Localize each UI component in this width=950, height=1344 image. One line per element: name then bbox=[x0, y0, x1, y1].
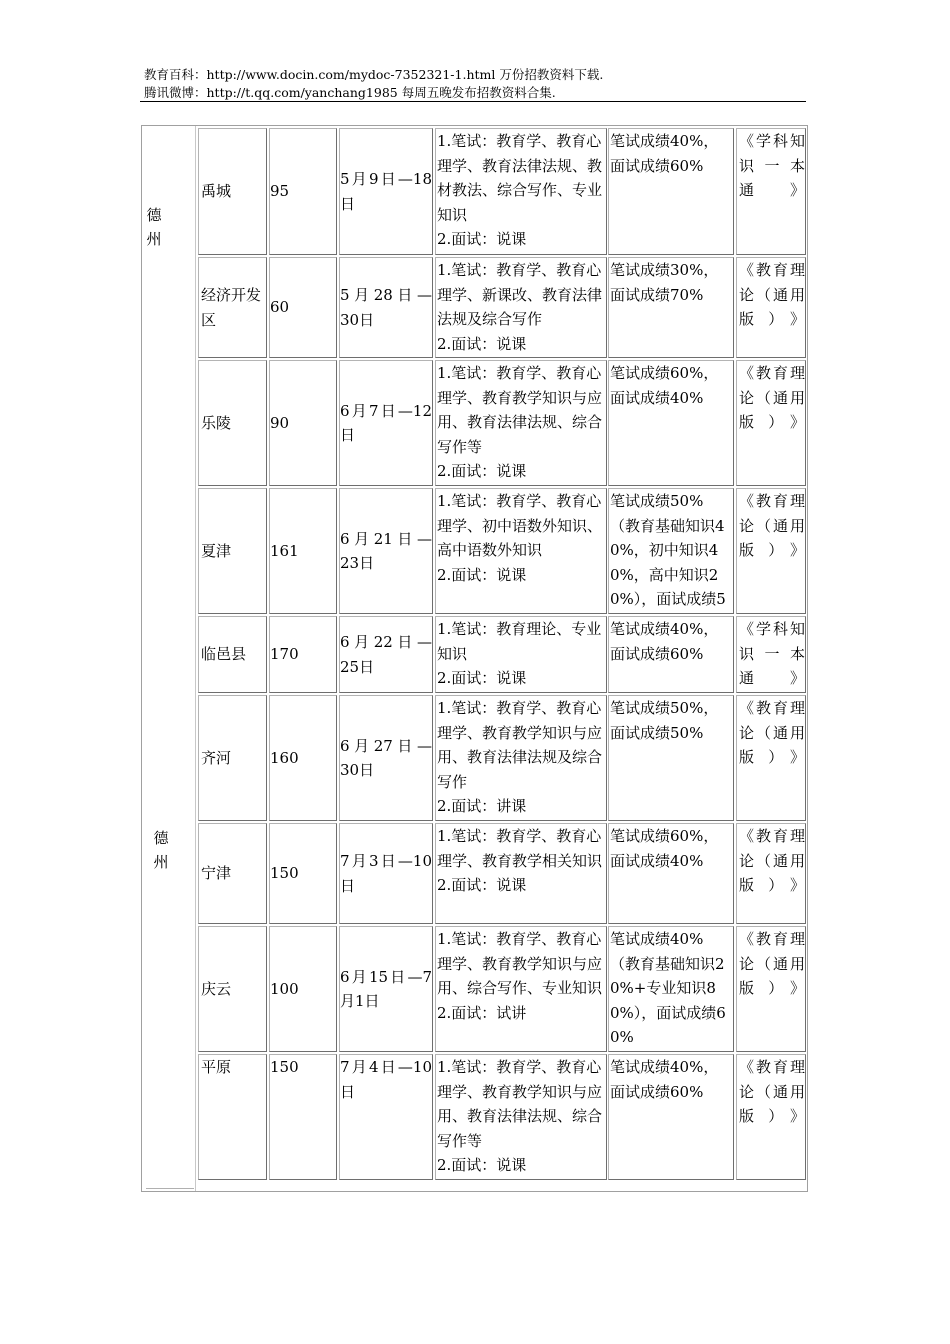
reference-book: 《学科知识一本通》 bbox=[736, 128, 806, 255]
table-row bbox=[198, 1054, 806, 1180]
exam-content bbox=[435, 1054, 607, 1180]
interview-content: 2.面试：讲课 bbox=[437, 797, 527, 815]
table-row bbox=[198, 360, 806, 486]
exam-content bbox=[435, 257, 607, 358]
registration-date: 7月4日—10日 bbox=[339, 1054, 433, 1180]
table-row bbox=[198, 926, 806, 1052]
written-exam-content: 1.笔试：教育学、教育心理学、教育法律法规、教材教法、综合写作、专业知识 bbox=[437, 132, 603, 224]
recruit-count: 170 bbox=[269, 616, 337, 693]
registration-date: 6月22日—25日 bbox=[339, 616, 433, 693]
recruit-count: 160 bbox=[269, 695, 337, 821]
reference-book: 《教育理论（通用版）》 bbox=[736, 926, 806, 1052]
written-exam-content: 1.笔试：教育学、教育心理学、教育教学知识与应用、教育法律法规、综合写作等 bbox=[437, 1058, 603, 1150]
region-label-top: 德 州 bbox=[146, 206, 162, 248]
page-header bbox=[144, 66, 806, 102]
reference-book: 《教育理论（通用版）》 bbox=[736, 257, 806, 358]
table-row bbox=[198, 616, 806, 693]
district-name: 夏津 bbox=[198, 488, 267, 614]
written-exam-content: 1.笔试：教育学、教育心理学、教育教学知识与应用、教育法律法规、综合写作等 bbox=[437, 364, 603, 456]
score-weighting: 笔试成绩40%（教育基础知识20%+专业知识80%），面试成绩60% bbox=[608, 926, 734, 1052]
written-exam-content: 1.笔试：教育学、教育心理学、教育教学知识与应用、综合写作、专业知识 bbox=[437, 930, 603, 997]
exam-content bbox=[435, 695, 607, 821]
reference-book: 《教育理论（通用版）》 bbox=[736, 695, 806, 821]
registration-date: 7月3日—10日 bbox=[339, 823, 433, 924]
district-name: 禹城 bbox=[198, 128, 267, 255]
header-divider bbox=[140, 101, 806, 102]
score-weighting: 笔试成绩50%，面试成绩50% bbox=[608, 695, 734, 821]
table-row bbox=[198, 128, 806, 255]
score-weighting: 笔试成绩40%，面试成绩60% bbox=[608, 616, 734, 693]
region-divider bbox=[146, 1188, 194, 1189]
registration-date: 6月7日—12日 bbox=[339, 360, 433, 486]
interview-content: 2.面试：试讲 bbox=[437, 1003, 527, 1022]
recruit-count: 161 bbox=[269, 488, 337, 614]
region-label-mid: 德 州 bbox=[153, 829, 169, 871]
written-exam-content: 1.笔试：教育学、教育心理学、教育教学知识与应用、教育法律法规及综合写作 bbox=[437, 699, 603, 791]
exam-content bbox=[435, 128, 607, 255]
registration-date: 6月15日—7月1日 bbox=[339, 926, 433, 1052]
recruitment-table bbox=[141, 125, 808, 1192]
reference-book: 《教育理论（通用版）》 bbox=[736, 823, 806, 924]
recruit-count: 95 bbox=[269, 128, 337, 255]
district-name: 齐河 bbox=[198, 695, 267, 821]
recruit-count: 100 bbox=[269, 926, 337, 1052]
table-row bbox=[198, 257, 806, 358]
recruit-count: 150 bbox=[269, 1054, 337, 1180]
district-name: 经济开发区 bbox=[198, 257, 267, 358]
score-weighting: 笔试成绩50%（教育基础知识40%，初中知识40%，高中知识20%），面试成绩5 bbox=[608, 488, 734, 614]
region-column bbox=[142, 126, 196, 1191]
district-name: 平原 bbox=[198, 1054, 267, 1180]
exam-content bbox=[435, 488, 607, 614]
written-exam-content: 1.笔试：教育理论、专业知识 bbox=[437, 620, 602, 663]
score-weighting: 笔试成绩60%，面试成绩40% bbox=[608, 360, 734, 486]
registration-date: 5月28日—30日 bbox=[339, 257, 433, 358]
interview-content: 2.面试：说课 bbox=[437, 334, 527, 353]
interview-content: 2.面试：说课 bbox=[437, 565, 527, 584]
district-name: 宁津 bbox=[198, 823, 267, 924]
table-row bbox=[198, 823, 806, 924]
registration-date: 6月21日—23日 bbox=[339, 488, 433, 614]
interview-content: 2.面试：说课 bbox=[437, 230, 527, 248]
reference-book: 《教育理论（通用版）》 bbox=[736, 1054, 806, 1180]
score-weighting: 笔试成绩40%，面试成绩60% bbox=[608, 1054, 734, 1180]
reference-book: 《教育理论（通用版）》 bbox=[736, 360, 806, 486]
reference-book: 《教育理论（通用版）》 bbox=[736, 488, 806, 614]
score-weighting: 笔试成绩60%，面试成绩40% bbox=[608, 823, 734, 924]
score-weighting: 笔试成绩40%，面试成绩60% bbox=[608, 128, 734, 255]
exam-content bbox=[435, 823, 607, 924]
written-exam-content: 1.笔试：教育学、教育心理学、教育教学相关知识 bbox=[437, 827, 603, 870]
score-weighting: 笔试成绩30%，面试成绩70% bbox=[608, 257, 734, 358]
table-row bbox=[198, 695, 806, 821]
header-line-1: 教育百科：http://www.docin.com/mydoc-7352321-1.html 万份招教资料下载. bbox=[144, 67, 604, 82]
interview-content: 2.面试：说课 bbox=[437, 669, 527, 687]
recruit-count: 150 bbox=[269, 823, 337, 924]
interview-content: 2.面试：说课 bbox=[437, 876, 527, 894]
table-row bbox=[198, 488, 806, 614]
header-line-2: 腾讯微博：http://t.qq.com/yanchang1985 每周五晚发布招教资料合集. bbox=[144, 85, 556, 100]
registration-date: 5月9日—18日 bbox=[339, 128, 433, 255]
district-name: 乐陵 bbox=[198, 360, 267, 486]
district-name: 临邑县 bbox=[198, 616, 267, 693]
registration-date: 6月27日—30日 bbox=[339, 695, 433, 821]
written-exam-content: 1.笔试：教育学、教育心理学、新课改、教育法律法规及综合写作 bbox=[437, 261, 603, 328]
district-name: 庆云 bbox=[198, 926, 267, 1052]
reference-book: 《学科知识一本通》 bbox=[736, 616, 806, 693]
interview-content: 2.面试：说课 bbox=[437, 462, 527, 480]
written-exam-content: 1.笔试：教育学、教育心理学、初中语数外知识、高中语数外知识 bbox=[437, 492, 603, 559]
exam-content bbox=[435, 926, 607, 1052]
exam-content bbox=[435, 616, 607, 693]
exam-content bbox=[435, 360, 607, 486]
recruit-count: 60 bbox=[269, 257, 337, 358]
recruit-count: 90 bbox=[269, 360, 337, 486]
interview-content: 2.面试：说课 bbox=[437, 1156, 527, 1174]
